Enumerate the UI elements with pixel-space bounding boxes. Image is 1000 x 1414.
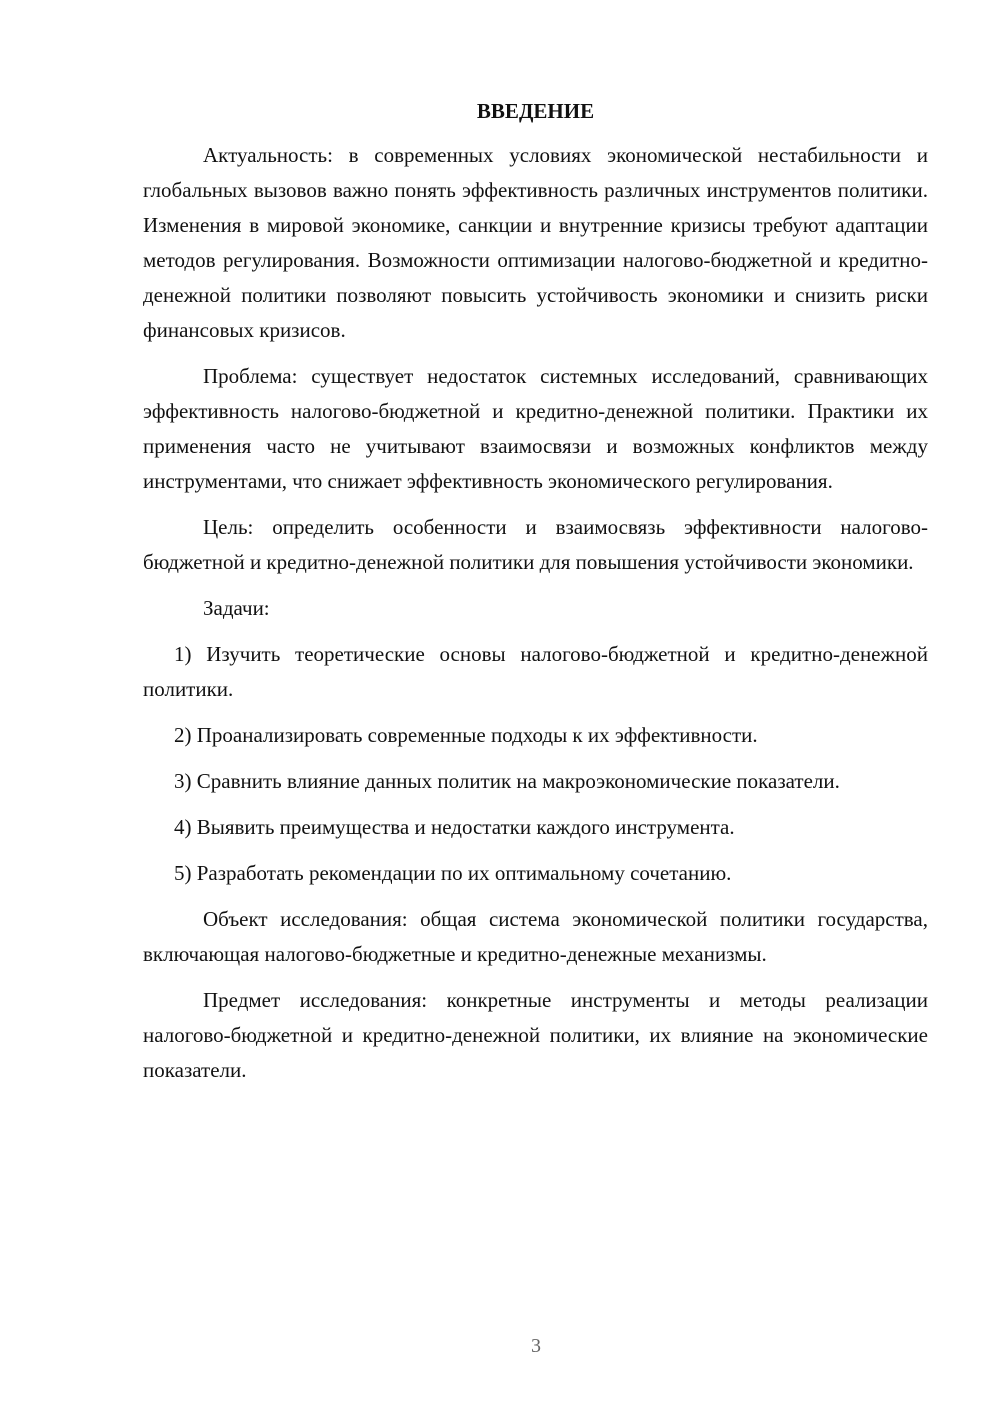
problem-paragraph: Проблема: существует недостаток системных исследований, сравнивающих эффективность налогово-бюджетной и кредитно-денежной политики. Практики их применения часто не учитывают взаимосвязи и возможных конфликтов между инструментами, что снижает эффективность экономического регулирования. xyxy=(143,364,928,493)
task-item-3: 3) Сравнить влияние данных политик на макроэкономические показатели. xyxy=(174,769,840,793)
subject-paragraph: Предмет исследования: конкретные инструменты и методы реализации налогово-бюджетной и кредитно-денежной политики, их влияние на экономические показатели. xyxy=(143,988,928,1082)
page-content xyxy=(143,96,928,1099)
tasks-label: Задачи: xyxy=(203,596,270,620)
task-item-2: 2) Проанализировать современные подходы к их эффективности. xyxy=(174,723,758,747)
section-heading: ВВЕДЕНИЕ xyxy=(476,99,595,123)
page-number: 3 xyxy=(531,1335,541,1357)
object-paragraph: Объект исследования: общая система экономической политики государства, включающая налогово-бюджетные и кредитно-денежные механизмы. xyxy=(143,907,928,966)
task-item-4: 4) Выявить преимущества и недостатки каждого инструмента. xyxy=(174,815,735,839)
relevance-paragraph: Актуальность: в современных условиях экономической нестабильности и глобальных вызовов важно понять эффективность различных инструментов политики. Изменения в мировой экономике, санкции и внутренние кризисы требуют адаптации методов регулирования. Возможности оптимизации налогово-бюджетной и кредитно-денежной политики позволяют повысить устойчивость экономики и снизить риски финансовых кризисов. xyxy=(143,143,928,342)
task-item-5: 5) Разработать рекомендации по их оптимальному сочетанию. xyxy=(174,861,732,885)
goal-paragraph: Цель: определить особенности и взаимосвязь эффективности налогово-бюджетной и кредитно-денежной политики для повышения устойчивости экономики. xyxy=(143,515,928,574)
task-item-1: 1) Изучить теоретические основы налогово-бюджетной и кредитно-денежной политики. xyxy=(143,642,928,701)
